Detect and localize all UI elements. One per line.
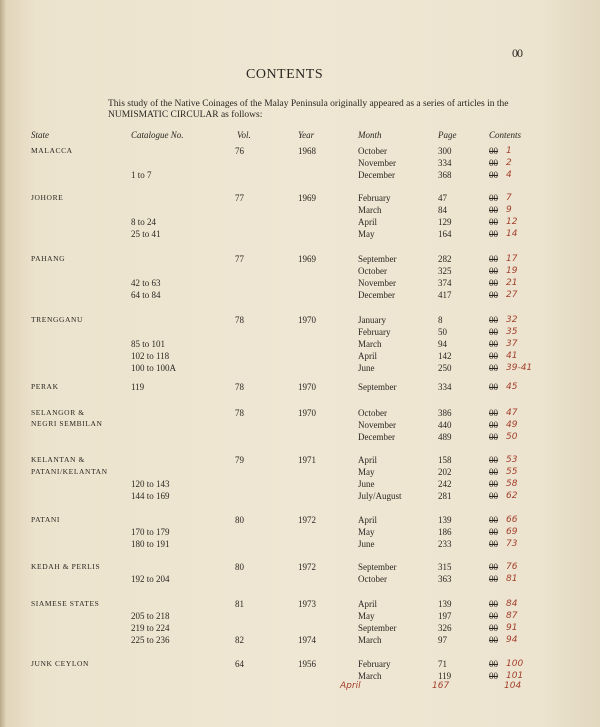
row-year: 1956 [298, 659, 316, 669]
row-page: 233 [438, 539, 452, 549]
row-contents [489, 407, 498, 419]
row-contents [489, 419, 498, 431]
row-contents [489, 253, 498, 265]
row-contents [489, 216, 498, 228]
row-page: 326 [438, 623, 452, 633]
row-month: November [358, 278, 396, 288]
table-row [0, 526, 600, 538]
row-contents-handwritten: 19 [506, 266, 518, 276]
row-page: 139 [438, 515, 452, 525]
row-vol: 76 [235, 146, 244, 156]
row-contents-printed: 00 [489, 158, 498, 168]
row-page: 334 [438, 158, 452, 168]
row-year: 1970 [298, 408, 316, 418]
table-row [0, 538, 600, 550]
row-year: 1968 [298, 146, 316, 156]
row-contents-handwritten: 53 [506, 455, 518, 465]
row-page: 119 [438, 671, 452, 681]
table-row [0, 478, 600, 490]
row-page: 334 [438, 382, 452, 392]
row-catalogue: 1 to 7 [131, 170, 152, 180]
table-row [0, 622, 600, 634]
row-month: April [358, 351, 377, 361]
row-page: 50 [438, 327, 447, 337]
row-contents-printed: 00 [489, 290, 498, 300]
row-page: 282 [438, 254, 452, 264]
row-month: March [358, 635, 382, 645]
row-contents [489, 338, 498, 350]
row-contents [489, 362, 498, 374]
table-row [0, 314, 600, 326]
row-contents [489, 265, 498, 277]
row-catalogue: 85 to 101 [131, 339, 166, 349]
row-contents-printed: 00 [489, 351, 498, 361]
row-month: September [358, 382, 397, 392]
row-contents-handwritten: 94 [506, 635, 518, 645]
row-contents [489, 573, 498, 585]
row-contents [489, 538, 498, 550]
row-page: 97 [438, 635, 447, 645]
row-contents [489, 526, 498, 538]
row-contents [489, 634, 498, 646]
row-contents-handwritten: 76 [506, 562, 518, 572]
row-month: May [358, 229, 375, 239]
row-contents-handwritten: 66 [506, 515, 518, 525]
row-state: KELANTAN & [31, 455, 85, 464]
row-contents-handwritten: 9 [506, 205, 512, 215]
handwritten-addendum [0, 681, 600, 695]
row-contents-handwritten: 81 [506, 574, 518, 584]
row-page: 129 [438, 217, 452, 227]
row-contents [489, 228, 498, 240]
row-contents-handwritten: 87 [506, 611, 518, 621]
table-row [0, 362, 600, 374]
row-contents-printed: 00 [489, 467, 498, 477]
table-row [0, 466, 600, 478]
table-row [0, 634, 600, 646]
row-month: October [358, 146, 387, 156]
row-month: December [358, 170, 395, 180]
row-contents-handwritten: 7 [506, 193, 512, 203]
row-page: 164 [438, 229, 452, 239]
row-contents-printed: 00 [489, 562, 498, 572]
row-contents-printed: 00 [489, 229, 498, 239]
table-row [0, 514, 600, 526]
row-page: 94 [438, 339, 447, 349]
row-contents-handwritten: 73 [506, 539, 518, 549]
row-page: 363 [438, 574, 452, 584]
table-row [0, 265, 600, 277]
row-state: JUNK CEYLON [31, 659, 90, 668]
row-vol: 82 [235, 635, 244, 645]
row-month: April [358, 515, 377, 525]
table-row [0, 228, 600, 240]
row-contents [489, 454, 498, 466]
addendum-page: 167 [432, 681, 450, 691]
row-state: MALACCA [31, 146, 73, 155]
row-contents-printed: 00 [489, 671, 498, 681]
row-month: February [358, 659, 391, 669]
row-month: February [358, 327, 391, 337]
row-contents [489, 289, 498, 301]
row-year: 1972 [298, 515, 316, 525]
row-page: 374 [438, 278, 452, 288]
row-contents-printed: 00 [489, 420, 498, 430]
row-state: SELANGOR & [31, 408, 85, 417]
row-page: 250 [438, 363, 452, 373]
row-contents [489, 192, 498, 204]
row-contents-handwritten: 58 [506, 479, 518, 489]
row-year: 1970 [298, 315, 316, 325]
row-contents-handwritten: 14 [506, 229, 518, 239]
row-month: March [358, 205, 382, 215]
table-row [0, 658, 600, 670]
row-contents [489, 466, 498, 478]
table-row [0, 431, 600, 443]
row-month: April [358, 455, 377, 465]
table-row [0, 610, 600, 622]
row-contents-handwritten: 12 [506, 217, 518, 227]
row-catalogue: 170 to 179 [131, 527, 170, 537]
row-contents-handwritten: 101 [506, 671, 524, 681]
addendum-month: April [340, 681, 361, 691]
row-catalogue: 219 to 224 [131, 623, 170, 633]
row-state: SIAMESE STATES [31, 599, 100, 608]
row-contents-handwritten: 37 [506, 339, 518, 349]
row-vol: 77 [235, 193, 244, 203]
header-state: State [31, 130, 49, 140]
row-state: PATANI [31, 515, 60, 524]
row-catalogue: 8 to 24 [131, 217, 157, 227]
row-month: October [358, 574, 387, 584]
row-page: 325 [438, 266, 452, 276]
row-contents-printed: 00 [489, 408, 498, 418]
row-contents [489, 326, 498, 338]
row-contents [489, 514, 498, 526]
row-month: September [358, 623, 397, 633]
row-vol: 80 [235, 562, 244, 572]
row-page: 186 [438, 527, 452, 537]
row-contents [489, 145, 498, 157]
row-contents [489, 381, 498, 393]
header-page: Page [438, 130, 457, 140]
row-contents [489, 658, 498, 670]
table-row [0, 598, 600, 610]
row-contents [489, 490, 498, 502]
row-catalogue: 120 to 143 [131, 479, 170, 489]
header-month: Month [358, 130, 382, 140]
row-page: 368 [438, 170, 452, 180]
row-page: 315 [438, 562, 452, 572]
row-month: June [358, 363, 375, 373]
table-row [0, 169, 600, 181]
row-contents-printed: 00 [489, 611, 498, 621]
row-page: 281 [438, 491, 452, 501]
row-month: July/August [358, 491, 402, 501]
row-state: JOHORE [31, 193, 64, 202]
row-state: TRENGGANU [31, 315, 84, 324]
row-page: 158 [438, 455, 452, 465]
row-contents-handwritten: 49 [506, 420, 518, 430]
row-contents-handwritten: 84 [506, 599, 518, 609]
row-catalogue: 192 to 204 [131, 574, 170, 584]
row-month: May [358, 611, 375, 621]
row-page: 202 [438, 467, 452, 477]
row-contents-handwritten: 91 [506, 623, 518, 633]
table-row [0, 381, 600, 393]
row-contents-printed: 00 [489, 327, 498, 337]
row-vol: 78 [235, 315, 244, 325]
row-contents-printed: 00 [489, 170, 498, 180]
row-page: 84 [438, 205, 447, 215]
table-row [0, 216, 600, 228]
row-page: 242 [438, 479, 452, 489]
row-contents-handwritten: 4 [506, 170, 512, 180]
row-month: March [358, 671, 382, 681]
row-contents-handwritten: 62 [506, 491, 518, 501]
row-month: March [358, 339, 382, 349]
row-catalogue: 205 to 218 [131, 611, 170, 621]
row-contents-printed: 00 [489, 363, 498, 373]
row-contents-printed: 00 [489, 515, 498, 525]
row-vol: 80 [235, 515, 244, 525]
row-contents-printed: 00 [489, 217, 498, 227]
row-month: November [358, 158, 396, 168]
row-catalogue: 25 to 41 [131, 229, 161, 239]
row-month: December [358, 290, 395, 300]
row-page: 71 [438, 659, 447, 669]
row-month: October [358, 266, 387, 276]
row-vol: 78 [235, 382, 244, 392]
row-year: 1969 [298, 254, 316, 264]
row-contents-handwritten: 21 [506, 278, 518, 288]
row-page: 142 [438, 351, 452, 361]
row-contents-printed: 00 [489, 432, 498, 442]
intro-paragraph: This study of the Native Coinages of the Malay Peninsula originally appeared as a series of articles in the NUMISMATIC CIRCULAR as follows: [108, 99, 509, 120]
row-contents [489, 204, 498, 216]
row-contents [489, 622, 498, 634]
header-year: Year [298, 130, 315, 140]
row-month: December [358, 432, 395, 442]
row-contents-printed: 00 [489, 455, 498, 465]
row-page: 489 [438, 432, 452, 442]
row-contents-handwritten: 45 [506, 382, 518, 392]
row-contents-printed: 00 [489, 382, 498, 392]
row-contents-handwritten: 47 [506, 408, 518, 418]
row-contents-printed: 00 [489, 254, 498, 264]
row-contents-printed: 00 [489, 539, 498, 549]
table-row [0, 419, 600, 431]
row-page: 8 [438, 315, 443, 325]
table-row [0, 561, 600, 573]
table-row [0, 338, 600, 350]
row-year: 1972 [298, 562, 316, 572]
row-page: 386 [438, 408, 452, 418]
table-row [0, 454, 600, 466]
row-state: PAHANG [31, 254, 66, 263]
row-state: PATANI/KELANTAN [31, 467, 108, 476]
header-vol: Vol. [237, 130, 251, 140]
row-contents-handwritten: 55 [506, 467, 518, 477]
row-state: KEDAH & PERLIS [31, 562, 101, 571]
row-vol: 81 [235, 599, 244, 609]
table-row [0, 253, 600, 265]
row-contents-handwritten: 17 [506, 254, 518, 264]
row-year: 1969 [298, 193, 316, 203]
row-page: 47 [438, 193, 447, 203]
header-catalogue: Catalogue No. [131, 130, 184, 140]
row-month: April [358, 599, 377, 609]
row-contents [489, 478, 498, 490]
row-year: 1974 [298, 635, 316, 645]
row-contents-printed: 00 [489, 599, 498, 609]
row-contents-printed: 00 [489, 146, 498, 156]
row-contents-printed: 00 [489, 527, 498, 537]
row-contents-handwritten: 27 [506, 290, 518, 300]
table-row [0, 289, 600, 301]
row-contents-printed: 00 [489, 623, 498, 633]
row-contents-printed: 00 [489, 315, 498, 325]
row-catalogue: 102 to 118 [131, 351, 170, 361]
row-contents [489, 598, 498, 610]
row-contents-printed: 00 [489, 574, 498, 584]
row-contents-handwritten: 32 [506, 315, 518, 325]
row-contents [489, 314, 498, 326]
row-catalogue: 144 to 169 [131, 491, 170, 501]
row-vol: 79 [235, 455, 244, 465]
row-page: 139 [438, 599, 452, 609]
table-row [0, 326, 600, 338]
page-number-mark: 00 [512, 46, 522, 60]
row-month: September [358, 254, 397, 264]
row-vol: 77 [235, 254, 244, 264]
row-state: PERAK [31, 382, 59, 391]
header-contents: Contents [489, 130, 522, 140]
row-contents-printed: 00 [489, 266, 498, 276]
row-contents-handwritten: 2 [506, 158, 512, 168]
row-contents-handwritten: 100 [506, 659, 524, 669]
row-catalogue: 64 to 84 [131, 290, 161, 300]
table-row [0, 490, 600, 502]
row-state-line2: NEGRI SEMBILAN [31, 419, 103, 428]
row-month: February [358, 193, 391, 203]
table-row [0, 350, 600, 362]
table-row [0, 157, 600, 169]
row-catalogue: 100 to 100A [131, 363, 176, 373]
table-row [0, 204, 600, 216]
table-row [0, 573, 600, 585]
row-contents-printed: 00 [489, 339, 498, 349]
row-contents [489, 431, 498, 443]
row-contents-printed: 00 [489, 659, 498, 669]
row-year: 1971 [298, 455, 316, 465]
row-catalogue: 119 [131, 382, 145, 392]
row-year: 1970 [298, 382, 316, 392]
row-contents [489, 277, 498, 289]
row-page: 197 [438, 611, 452, 621]
row-catalogue: 42 to 63 [131, 278, 161, 288]
row-year: 1973 [298, 599, 316, 609]
row-month: October [358, 408, 387, 418]
row-contents-printed: 00 [489, 278, 498, 288]
row-contents-handwritten: 69 [506, 527, 518, 537]
row-contents [489, 610, 498, 622]
row-vol: 64 [235, 659, 244, 669]
row-page: 440 [438, 420, 452, 430]
table-row [0, 192, 600, 204]
row-contents-printed: 00 [489, 205, 498, 215]
row-month: June [358, 479, 375, 489]
row-vol: 78 [235, 408, 244, 418]
row-contents-handwritten: 35 [506, 327, 518, 337]
row-catalogue: 225 to 236 [131, 635, 170, 645]
row-contents [489, 350, 498, 362]
row-contents-handwritten: 50 [506, 432, 518, 442]
row-contents-handwritten: 39-41 [506, 363, 533, 373]
row-month: May [358, 467, 375, 477]
row-month: May [358, 527, 375, 537]
page-title: CONTENTS [246, 67, 324, 82]
row-contents-printed: 00 [489, 635, 498, 645]
row-contents-printed: 00 [489, 193, 498, 203]
table-row [0, 277, 600, 289]
table-row [0, 145, 600, 157]
row-contents-printed: 00 [489, 491, 498, 501]
row-month: June [358, 539, 375, 549]
row-contents [489, 561, 498, 573]
row-page: 300 [438, 146, 452, 156]
row-catalogue: 180 to 191 [131, 539, 170, 549]
row-contents [489, 157, 498, 169]
row-contents-printed: 00 [489, 479, 498, 489]
row-contents-handwritten: 41 [506, 351, 518, 361]
row-page: 417 [438, 290, 452, 300]
row-month: September [358, 562, 397, 572]
row-month: November [358, 420, 396, 430]
addendum-contents: 104 [504, 681, 522, 691]
row-contents [489, 169, 498, 181]
row-month: April [358, 217, 377, 227]
row-contents-handwritten: 1 [506, 146, 512, 156]
row-month: January [358, 315, 386, 325]
